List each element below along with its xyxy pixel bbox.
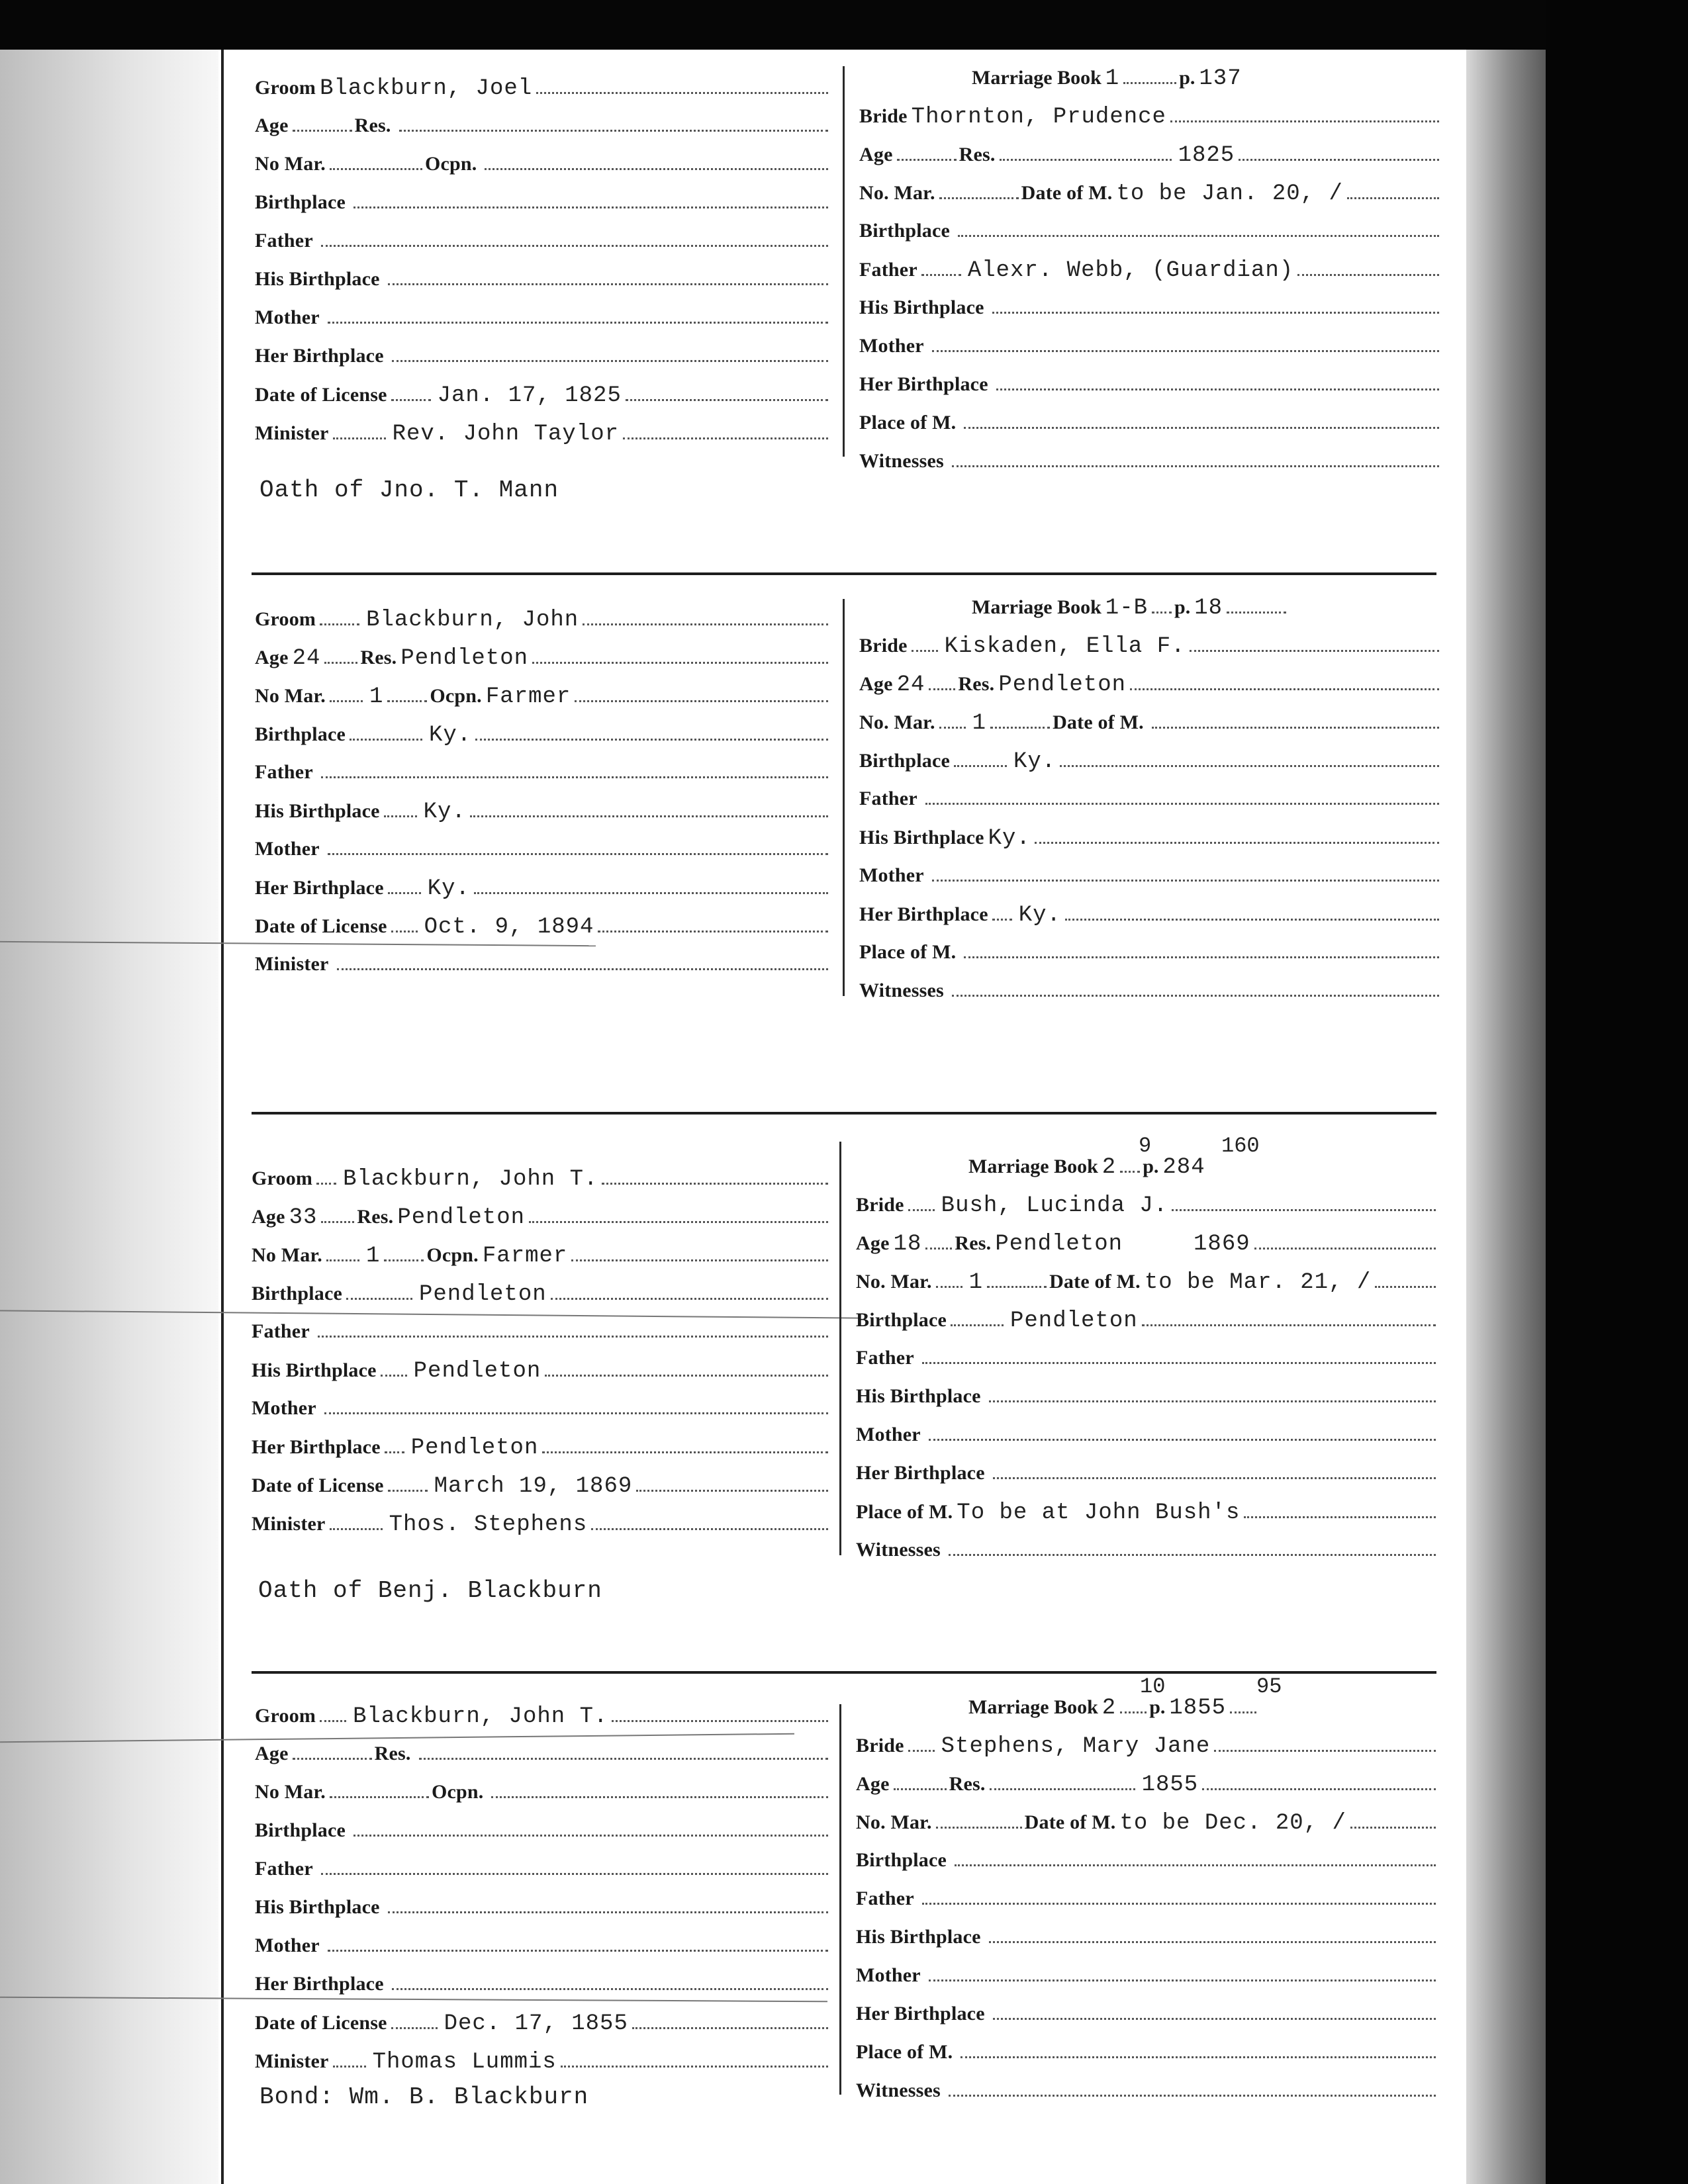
- marriage-book-ref: Marriage Book 2 p. 284: [968, 1155, 1205, 1180]
- groom-card-4: [255, 1704, 831, 2088]
- marriage-book-ref: Marriage Book 2 p. 1855: [856, 1696, 1438, 1734]
- father-row: Father: [856, 1888, 1438, 1926]
- groom-card-1: [255, 76, 831, 460]
- scan-right-shadow: [1466, 50, 1546, 2184]
- mother-row: Mother: [252, 1397, 831, 1435]
- father-row: Father Alexr. Webb, (Guardian): [859, 258, 1442, 296]
- mother-row: Mother: [856, 1424, 1438, 1462]
- groom-name: Blackburn, John: [366, 608, 579, 633]
- age-res-row: Age Res. 1825: [859, 143, 1442, 181]
- page-left-rule: [221, 50, 224, 2184]
- license-date: Jan. 17, 1825: [437, 383, 622, 408]
- mother-row: Mother: [859, 864, 1442, 903]
- her-birthplace-row: Her Birthplace: [856, 1462, 1438, 1500]
- her-birthplace-row: Her Birthplace: [255, 345, 831, 383]
- her-birthplace-row: Her Birthplace Pendleton: [252, 1435, 831, 1474]
- page-overwrite: 160: [1221, 1134, 1260, 1158]
- groom-row: Groom Blackburn, John: [255, 608, 831, 646]
- no-mar-row: No Mar. 1 Ocpn. Farmer: [252, 1244, 831, 1282]
- scan-top-border: [0, 0, 1688, 50]
- her-birthplace-row: Her Birthplace: [859, 373, 1442, 412]
- record-separator: [252, 1112, 1436, 1115]
- his-birthplace-row: His Birthplace: [859, 296, 1442, 335]
- column-divider: [839, 1142, 841, 1555]
- date-of-license-row: Date of License March 19, 1869: [252, 1474, 831, 1512]
- groom-name: Blackburn, John T.: [343, 1167, 598, 1192]
- birthplace-row: Birthplace: [859, 220, 1442, 258]
- record-note: Bond: Wm. B. Blackburn: [259, 2083, 589, 2111]
- birthplace-row: Birthplace Pendleton: [252, 1282, 831, 1320]
- age-res-row: Age Res.: [255, 114, 831, 153]
- date-of-license-row: Date of License Jan. 17, 1825: [255, 383, 831, 422]
- bride-card-4: [856, 1696, 1438, 2118]
- column-divider: [839, 1704, 841, 2095]
- date-of-license-row: Date of License Dec. 17, 1855: [255, 2011, 831, 2050]
- her-birthplace-row: Her Birthplace: [255, 1973, 831, 2011]
- marriage-book-ref: Marriage Book 1 p. 137: [972, 66, 1242, 91]
- bride-card-1: [859, 66, 1442, 488]
- groom-row: Groom Blackburn, John T.: [252, 1167, 831, 1205]
- groom-card-3: [252, 1167, 831, 1551]
- his-birthplace-row: His Birthplace: [255, 1896, 831, 1934]
- bride-row: Bride Thornton, Prudence: [859, 105, 1442, 143]
- groom-name: Blackburn, John T.: [353, 1704, 608, 1729]
- no-mar-row: No. Mar. Date of M. to be Jan. 20, /: [859, 181, 1442, 220]
- groom-row: Groom Blackburn, John T.: [255, 1704, 831, 1743]
- age-res-row: Age 24 Res. Pendleton: [255, 646, 831, 684]
- father-row: Father: [255, 1858, 831, 1896]
- marriage-book-ref: Marriage Book 1-B p. 18: [859, 596, 1442, 634]
- his-birthplace-row: His Birthplace: [856, 1385, 1438, 1424]
- witnesses-row: Witnesses: [859, 979, 1442, 1018]
- birthplace-row: Birthplace Ky.: [255, 723, 831, 761]
- record-note: Oath of Jno. T. Mann: [259, 477, 559, 504]
- mother-row: Mother: [255, 838, 831, 876]
- no-mar-row: No. Mar. 1 Date of M.: [859, 711, 1442, 749]
- father-row: Father: [859, 788, 1442, 826]
- bride-card-3: [856, 1155, 1438, 1577]
- age-res-row: Age 33 Res. Pendleton: [252, 1205, 831, 1244]
- her-birthplace-row: Her Birthplace Ky.: [859, 903, 1442, 941]
- age-res-row: Age Res.: [255, 1743, 831, 1781]
- place-of-m-row: Place of M.: [856, 2041, 1438, 2079]
- minister-row: Minister Thomas Lummis: [255, 2050, 831, 2088]
- license-date: March 19, 1869: [434, 1474, 633, 1499]
- bride-name: Stephens, Mary Jane: [941, 1734, 1211, 1759]
- record-separator: [252, 1671, 1436, 1674]
- no-mar-row: No. Mar. Date of M. to be Dec. 20, /: [856, 1811, 1438, 1849]
- book-overwrite: 10: [1140, 1674, 1166, 1699]
- groom-row: Groom Blackburn, Joel: [255, 76, 831, 114]
- bride-row: Bride Bush, Lucinda J.: [856, 1193, 1438, 1232]
- no-mar-row: No Mar. 1 Ocpn. Farmer: [255, 684, 831, 723]
- witnesses-row: Witnesses: [859, 450, 1442, 488]
- her-birthplace-row: Her Birthplace Ky.: [255, 876, 831, 915]
- mother-row: Mother: [255, 1934, 831, 1973]
- license-date: Oct. 9, 1894: [424, 915, 594, 940]
- bride-row: Bride Kiskaden, Ella F.: [859, 634, 1442, 672]
- mother-row: Mother: [856, 1964, 1438, 2003]
- birthplace-row: Birthplace Pendleton: [856, 1308, 1438, 1347]
- groom-name: Blackburn, Joel: [320, 76, 533, 101]
- bride-name: Kiskaden, Ella F.: [944, 634, 1186, 659]
- age-res-row: Age Res. 1855: [856, 1772, 1438, 1811]
- place-of-m-row: Place of M. To be at John Bush's: [856, 1500, 1438, 1539]
- no-mar-row: No Mar. Ocpn.: [255, 1781, 831, 1819]
- his-birthplace-row: His Birthplace: [856, 1926, 1438, 1964]
- bride-card-2: [859, 596, 1442, 1018]
- father-row: Father: [252, 1320, 831, 1359]
- bride-row: Bride Stephens, Mary Jane: [856, 1734, 1438, 1772]
- birthplace-row: Birthplace: [255, 191, 831, 230]
- column-divider: [843, 66, 845, 457]
- record-note: Oath of Benj. Blackburn: [258, 1577, 602, 1604]
- mother-row: Mother: [859, 335, 1442, 373]
- birthplace-row: Birthplace: [255, 1819, 831, 1858]
- his-birthplace-row: His Birthplace: [255, 268, 831, 306]
- page-overwrite: 95: [1256, 1674, 1282, 1699]
- mother-row: Mother: [255, 306, 831, 345]
- his-birthplace-row: His Birthplace Ky.: [859, 826, 1442, 864]
- no-mar-row: No. Mar. 1 Date of M. to be Mar. 21, /: [856, 1270, 1438, 1308]
- father-row: Father: [856, 1347, 1438, 1385]
- her-birthplace-row: Her Birthplace: [856, 2003, 1438, 2041]
- minister-row: Minister: [255, 953, 831, 991]
- his-birthplace-row: His Birthplace Pendleton: [252, 1359, 831, 1397]
- minister-row: Minister Thos. Stephens: [252, 1512, 831, 1551]
- groom-card-2: [255, 608, 831, 991]
- his-birthplace-row: His Birthplace Ky.: [255, 799, 831, 838]
- minister-row: Minister Rev. John Taylor: [255, 422, 831, 460]
- column-divider: [843, 599, 845, 996]
- birthplace-row: Birthplace Ky.: [859, 749, 1442, 788]
- witnesses-row: Witnesses: [856, 2079, 1438, 2118]
- birthplace-row: Birthplace: [856, 1849, 1438, 1888]
- book-overwrite: 9: [1139, 1134, 1152, 1158]
- record-separator: [252, 572, 1436, 575]
- scan-right-border: [1546, 0, 1688, 2184]
- place-of-m-row: Place of M.: [859, 412, 1442, 450]
- scan-left-margin: [0, 50, 218, 2184]
- no-mar-row: No Mar. Ocpn.: [255, 153, 831, 191]
- age-res-row: Age 18 Res. Pendleton 1869: [856, 1232, 1438, 1270]
- license-date: Dec. 17, 1855: [444, 2011, 628, 2036]
- father-row: Father: [255, 761, 831, 799]
- bride-name: Thornton, Prudence: [911, 105, 1166, 130]
- age-res-row: Age 24 Res. Pendleton: [859, 672, 1442, 711]
- place-of-m-row: Place of M.: [859, 941, 1442, 979]
- witnesses-row: Witnesses: [856, 1539, 1438, 1577]
- father-row: Father: [255, 230, 831, 268]
- bride-name: Bush, Lucinda J.: [941, 1193, 1168, 1218]
- date-of-license-row: Date of License Oct. 9, 1894: [255, 915, 831, 953]
